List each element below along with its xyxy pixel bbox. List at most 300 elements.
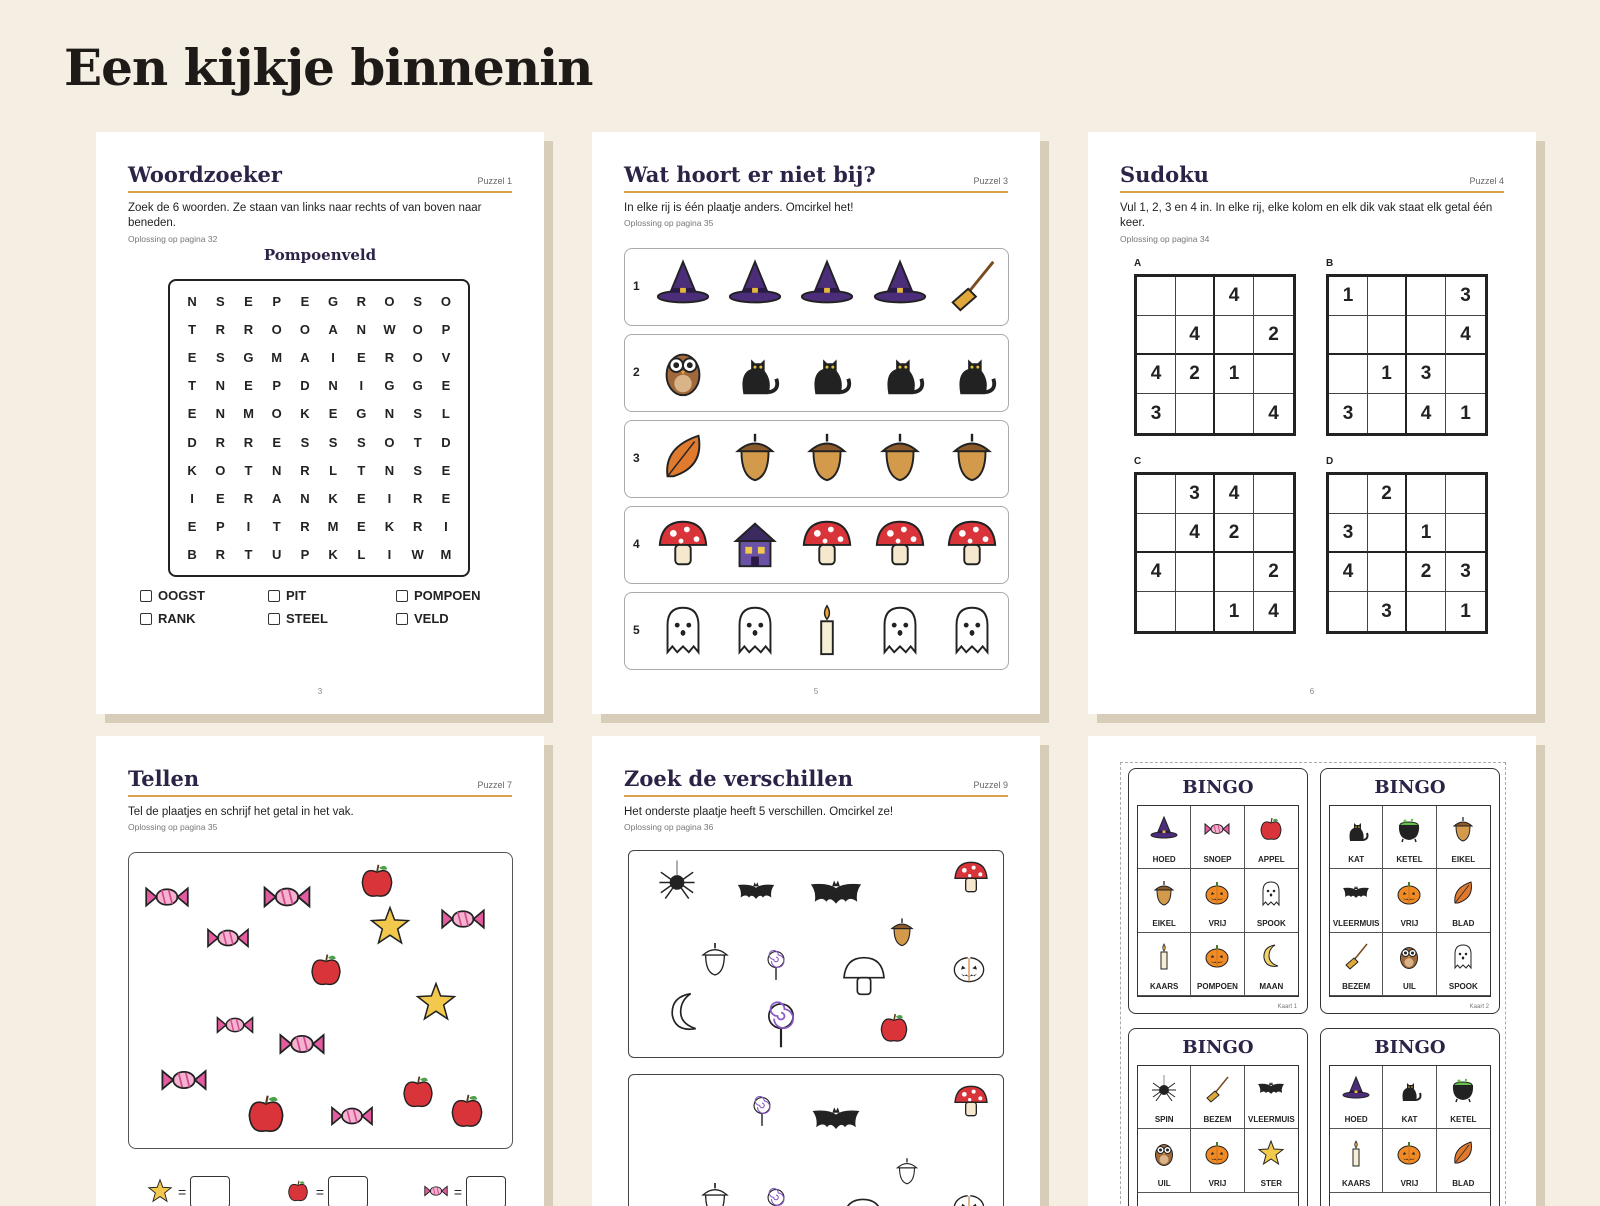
candle-icon[interactable] (798, 600, 856, 663)
apple-icon (305, 949, 347, 991)
wordsearch-letter: O (263, 400, 291, 428)
bingo-cell-label: MAAN (1259, 982, 1283, 991)
sudoku-cell: 3 (1137, 394, 1176, 433)
candy-icon (203, 913, 253, 963)
candle-icon (1341, 1138, 1371, 1179)
title-rule (128, 191, 512, 193)
leaf-icon[interactable] (654, 428, 712, 491)
wordsearch-letter: G (347, 400, 375, 428)
sudoku-cell[interactable] (1176, 277, 1215, 316)
bingo-cell[interactable] (1138, 869, 1191, 932)
sudoku-cell[interactable] (1254, 355, 1293, 394)
sudoku-cell: 1 (1329, 277, 1368, 316)
mushroom-icon[interactable] (943, 514, 1001, 577)
word-checkbox[interactable] (140, 590, 152, 602)
bingo-cell[interactable] (1383, 933, 1436, 996)
sudoku-cell: 4 (1176, 514, 1215, 553)
wordsearch-letter: S (404, 400, 432, 428)
sudoku-cell[interactable] (1407, 475, 1446, 514)
ghost-icon[interactable] (726, 600, 784, 663)
mushroom-icon[interactable] (654, 514, 712, 577)
bingo-cell-label: KETEL (1450, 1115, 1476, 1124)
odd-one-out-row (624, 420, 1009, 498)
sudoku-cell[interactable] (1368, 277, 1407, 316)
sudoku-cell[interactable] (1446, 475, 1485, 514)
wordsearch-letter: R (291, 456, 319, 484)
word-checkbox[interactable] (396, 590, 408, 602)
page-heading: Een kijkje binnenin (64, 38, 593, 97)
sudoku-cell[interactable] (1137, 475, 1176, 514)
bingo-cell[interactable] (1138, 1066, 1191, 1129)
bingo-cell[interactable] (1437, 1129, 1490, 1192)
wordsearch-letter: E (319, 400, 347, 428)
count-answer (146, 1176, 230, 1206)
word-checkbox[interactable] (268, 613, 280, 625)
wordsearch-letter: R (347, 287, 375, 315)
bingo-card (1320, 768, 1500, 1014)
wordsearch-letter: E (178, 400, 206, 428)
word-checkbox[interactable] (140, 613, 152, 625)
answer-box[interactable] (466, 1176, 506, 1206)
bingo-cell[interactable] (1138, 806, 1191, 869)
bingo-cell[interactable] (1330, 869, 1383, 932)
wordsearch-letter: A (263, 484, 291, 512)
owl-icon (1394, 941, 1424, 982)
solution-note: Oplossing op pagina 32 (128, 234, 217, 244)
wordsearch-letter: G (319, 287, 347, 315)
wordsearch-letter: K (178, 456, 206, 484)
mushroom-icon[interactable] (798, 514, 856, 577)
lollipop-icon[interactable] (745, 1093, 779, 1127)
sudoku-cell[interactable] (1215, 316, 1254, 355)
mushroom-icon[interactable] (871, 514, 929, 577)
wordsearch-letter: T (178, 315, 206, 343)
wordsearch-letter: L (319, 456, 347, 484)
broom-icon[interactable] (943, 256, 1001, 319)
preview-bingo (1088, 736, 1536, 1206)
bingo-cell-label: SPOOK (1449, 982, 1478, 991)
count-answer (422, 1176, 506, 1206)
acorn-icon[interactable] (885, 915, 919, 949)
bingo-cell[interactable] (1383, 806, 1436, 869)
wordsearch-letter: I (234, 513, 262, 541)
wordsearch-letter: S (319, 428, 347, 456)
wordsearch-letter: K (319, 541, 347, 569)
puzzle-description: In elke rij is één plaatje anders. Omcirkel het! (624, 201, 1008, 216)
answer-box[interactable] (190, 1176, 230, 1206)
sudoku-cell[interactable] (1329, 475, 1368, 514)
count-answer (284, 1176, 368, 1206)
star-icon (1256, 1138, 1286, 1179)
page-number: 6 (1088, 687, 1536, 696)
wordsearch-letter: P (206, 513, 234, 541)
sudoku-cell: 1 (1446, 394, 1485, 433)
wordsearch-letter: K (319, 484, 347, 512)
bingo-cell-label: VRIJ (1209, 1179, 1227, 1188)
sudoku-cell[interactable] (1137, 277, 1176, 316)
star-icon (367, 903, 413, 949)
bat-icon (1256, 1074, 1286, 1115)
acorn-icon[interactable] (695, 1179, 735, 1206)
wordsearch-letter: B (178, 541, 206, 569)
ghost-icon[interactable] (654, 600, 712, 663)
sudoku-cell: 3 (1368, 592, 1407, 631)
apple-icon (397, 1071, 439, 1113)
bingo-cell[interactable] (1138, 933, 1191, 996)
hat-icon[interactable] (871, 256, 929, 319)
bingo-cell[interactable] (1245, 869, 1298, 932)
bingo-cell-label: UIL (1403, 982, 1416, 991)
preview-zoek-de-verschillen (592, 736, 1040, 1206)
spider-icon[interactable] (655, 859, 699, 903)
bat-icon[interactable] (735, 871, 777, 913)
sudoku-cell: 2 (1176, 355, 1215, 394)
wordsearch-letter: E (291, 287, 319, 315)
wordsearch-letter: O (404, 343, 432, 371)
wordsearch-letter: O (263, 315, 291, 343)
sudoku-cell[interactable] (1215, 394, 1254, 433)
odd-one-out-row (624, 248, 1009, 326)
bingo-cell[interactable] (1191, 1066, 1244, 1129)
bingo-cell-label: APPEL (1258, 855, 1285, 864)
wordsearch-letter: E (432, 484, 460, 512)
leaf-icon (1448, 878, 1478, 919)
sudoku-cell[interactable] (1137, 592, 1176, 631)
puzzle-description: Tel de plaatjes en schrijf het getal in het vak. (128, 805, 512, 820)
title-rule (128, 795, 512, 797)
bingo-cell[interactable] (1383, 1066, 1436, 1129)
mushroom-icon[interactable] (951, 1081, 991, 1121)
wordsearch-letter: N (319, 372, 347, 400)
sudoku-cell: 3 (1446, 553, 1485, 592)
word-label: RANK (158, 611, 196, 626)
pumpkin-icon[interactable] (949, 1185, 989, 1206)
word-item (268, 611, 396, 626)
title-rule (624, 795, 1008, 797)
puzzle-description: Vul 1, 2, 3 en 4 in. In elke rij, elke kolom en elk dik vak staat elk getal één keer. (1120, 201, 1504, 231)
bingo-card (1128, 1028, 1308, 1206)
acorn-icon[interactable] (798, 428, 856, 491)
wordsearch-letter: E (178, 343, 206, 371)
cat-icon[interactable] (943, 342, 1001, 405)
moon-icon (1256, 941, 1286, 982)
bingo-cell-label: HOED (1153, 855, 1176, 864)
wordsearch-letter: S (291, 428, 319, 456)
bingo-cell-label: STER (1261, 1179, 1282, 1188)
hat-icon[interactable] (654, 256, 712, 319)
ghost-icon[interactable] (871, 600, 929, 663)
cat-icon[interactable] (726, 342, 784, 405)
solution-note: Oplossing op pagina 35 (128, 822, 217, 832)
wordsearch-letter: I (432, 513, 460, 541)
bingo-cell[interactable] (1191, 806, 1244, 869)
mushroom-icon[interactable] (951, 857, 991, 897)
puzzle-title: Wat hoort er niet bij? (624, 162, 876, 187)
sudoku-cell: 1 (1215, 592, 1254, 631)
bingo-cell-label: SNOEP (1203, 855, 1231, 864)
puzzle-title: Sudoku (1120, 162, 1209, 187)
preview-tellen (96, 736, 544, 1206)
sudoku-cell[interactable] (1176, 592, 1215, 631)
word-label: STEEL (286, 611, 328, 626)
puzzle-number: Puzzel 9 (973, 780, 1008, 790)
bingo-cell[interactable] (1245, 1066, 1298, 1129)
apple-icon[interactable] (875, 1009, 913, 1047)
wordsearch-letter: R (234, 428, 262, 456)
wordsearch-letter: R (291, 513, 319, 541)
wordsearch-letter: S (404, 456, 432, 484)
sudoku-cell: 2 (1368, 475, 1407, 514)
owl-icon[interactable] (654, 342, 712, 405)
bingo-cell-label: VRIJ (1401, 1179, 1419, 1188)
apple-icon (1256, 814, 1286, 855)
pumpkin-icon[interactable] (949, 947, 989, 987)
mushroom-icon[interactable] (839, 951, 889, 1001)
sudoku-cell: 4 (1215, 475, 1254, 514)
sudoku-cell[interactable] (1407, 277, 1446, 316)
word-item (268, 588, 396, 603)
acorn-icon (1448, 814, 1478, 855)
candy-icon (213, 1003, 257, 1047)
acorn-icon[interactable] (726, 428, 784, 491)
wordsearch-letter: R (206, 428, 234, 456)
row-number: 1 (633, 279, 640, 293)
hat-icon (1341, 1074, 1371, 1115)
bat-icon[interactable] (807, 865, 865, 923)
sudoku-cell: 3 (1176, 475, 1215, 514)
bingo-cell[interactable] (1245, 1129, 1298, 1192)
solution-note: Oplossing op pagina 36 (624, 822, 713, 832)
acorn-icon[interactable] (871, 428, 929, 491)
solution-note: Oplossing op pagina 34 (1120, 234, 1209, 244)
puzzle-number: Puzzel 4 (1469, 176, 1504, 186)
page-number: 3 (96, 687, 544, 696)
sudoku-cell[interactable] (1407, 592, 1446, 631)
pumpkin-icon (1394, 1138, 1424, 1179)
sudoku-cell[interactable] (1368, 394, 1407, 433)
bingo-cell[interactable] (1245, 933, 1298, 996)
bingo-cell[interactable] (1191, 933, 1244, 996)
wordsearch-letter: S (404, 287, 432, 315)
bingo-cell[interactable] (1245, 806, 1298, 869)
word-item (140, 588, 268, 603)
bingo-cell[interactable] (1437, 806, 1490, 869)
sudoku-label: A (1134, 258, 1141, 269)
lollipop-icon[interactable] (759, 1185, 793, 1206)
wordsearch-letter: M (263, 343, 291, 371)
title-rule (1120, 191, 1504, 193)
sudoku-cell[interactable] (1176, 553, 1215, 592)
wordsearch-letter: G (404, 372, 432, 400)
bingo-cell-label: HOED (1345, 1115, 1368, 1124)
wordsearch-letter: E (178, 513, 206, 541)
candy-icon (141, 871, 193, 923)
sudoku-grid (1326, 274, 1488, 436)
sudoku-cell[interactable] (1176, 394, 1215, 433)
wordsearch-letter: A (291, 343, 319, 371)
candle-icon (1149, 941, 1179, 982)
bat-icon[interactable] (809, 1093, 863, 1147)
sudoku-cell: 4 (1254, 394, 1293, 433)
ghost-icon[interactable] (943, 600, 1001, 663)
sudoku-cell[interactable] (1368, 316, 1407, 355)
page-number: 5 (592, 687, 1040, 696)
wordsearch-letter: N (291, 484, 319, 512)
sudoku-cell: 4 (1137, 553, 1176, 592)
sudoku-cell: 2 (1407, 553, 1446, 592)
sudoku-cell[interactable] (1446, 514, 1485, 553)
bingo-cell[interactable] (1437, 1066, 1490, 1129)
wordsearch-letter: R (404, 513, 432, 541)
bingo-grid (1137, 1065, 1299, 1206)
candy-icon (327, 1091, 377, 1141)
bingo-cell-label: EIKEL (1152, 919, 1176, 928)
bingo-cell[interactable] (1383, 1129, 1436, 1192)
wordsearch-letter: T (263, 513, 291, 541)
acorn-icon[interactable] (943, 428, 1001, 491)
ghost-icon (1448, 941, 1478, 982)
lollipop-icon[interactable] (759, 947, 793, 981)
sudoku-cell[interactable] (1329, 316, 1368, 355)
bingo-cell-label: VLEERMUIS (1333, 919, 1380, 928)
broom-icon (1341, 941, 1371, 982)
sudoku-cell[interactable] (1407, 316, 1446, 355)
cat-icon (1341, 814, 1371, 855)
wordsearch-letter: P (291, 541, 319, 569)
sudoku-cell[interactable] (1254, 277, 1293, 316)
wordsearch-letter: K (291, 400, 319, 428)
bingo-cell[interactable] (1330, 1129, 1383, 1192)
wordsearch-letter: O (375, 287, 403, 315)
cat-icon (1394, 1074, 1424, 1115)
acorn-icon[interactable] (695, 939, 735, 979)
bingo-cell[interactable] (1191, 869, 1244, 932)
sudoku-cell[interactable] (1215, 553, 1254, 592)
bingo-cell[interactable] (1191, 1129, 1244, 1192)
sudoku-cell: 4 (1137, 355, 1176, 394)
bingo-cell[interactable] (1437, 933, 1490, 996)
wordsearch-letter: T (404, 428, 432, 456)
sudoku-cell[interactable] (1368, 553, 1407, 592)
cat-icon[interactable] (798, 342, 856, 405)
word-label: POMPOEN (414, 588, 480, 603)
star-icon (146, 1177, 174, 1206)
sudoku-cell: 2 (1254, 553, 1293, 592)
word-checkbox[interactable] (396, 613, 408, 625)
counting-picture (128, 852, 513, 1149)
bingo-cell[interactable] (1330, 1066, 1383, 1129)
word-label: VELD (414, 611, 449, 626)
wordsearch-letter: P (432, 315, 460, 343)
word-item (396, 588, 524, 603)
wordsearch-letter: V (432, 343, 460, 371)
sudoku-label: D (1326, 456, 1333, 467)
apple-icon (284, 1177, 312, 1206)
odd-one-out-row (624, 334, 1009, 412)
preview-wat-hoort-er-niet-bij (592, 132, 1040, 714)
bingo-cell[interactable] (1330, 806, 1383, 869)
puzzle-number: Puzzel 1 (477, 176, 512, 186)
bingo-cell-label: KAARS (1342, 1179, 1370, 1188)
bingo-cell[interactable] (1138, 1129, 1191, 1192)
sudoku-cell: 2 (1254, 316, 1293, 355)
hat-icon (1149, 814, 1179, 855)
bingo-cell-label: UIL (1158, 1179, 1171, 1188)
bingo-cell[interactable] (1330, 933, 1383, 996)
bingo-cell-label: POMPOEN (1197, 982, 1238, 991)
puzzle-number: Puzzel 7 (477, 780, 512, 790)
wordsearch-grid (168, 279, 470, 577)
moon-icon[interactable] (659, 987, 709, 1037)
sudoku-cell[interactable] (1329, 592, 1368, 631)
cat-icon[interactable] (871, 342, 929, 405)
hat-icon[interactable] (798, 256, 856, 319)
hat-icon[interactable] (726, 256, 784, 319)
sudoku-cell[interactable] (1137, 316, 1176, 355)
puzzle-description: Het onderste plaatje heeft 5 verschillen. Omcirkel ze! (624, 805, 1008, 820)
sudoku-cell[interactable] (1446, 355, 1485, 394)
sudoku-cell[interactable] (1329, 355, 1368, 394)
wordsearch-letter: L (347, 541, 375, 569)
acorn-icon[interactable] (891, 1155, 923, 1187)
wordsearch-letter: I (375, 541, 403, 569)
bingo-cell-label: BEZEM (1342, 982, 1370, 991)
lollipop-icon[interactable] (755, 997, 807, 1049)
wordsearch-letter: U (263, 541, 291, 569)
house-icon[interactable] (726, 514, 784, 577)
apple-icon (355, 859, 399, 903)
difference-picture-bottom (628, 1074, 1004, 1206)
apple-icon (445, 1089, 489, 1133)
wordsearch-letter: R (234, 484, 262, 512)
sudoku-cell[interactable] (1254, 514, 1293, 553)
candy-icon (157, 1053, 211, 1107)
bingo-cell[interactable] (1437, 869, 1490, 932)
answer-box[interactable] (328, 1176, 368, 1206)
sudoku-cell: 4 (1407, 394, 1446, 433)
word-checkbox[interactable] (268, 590, 280, 602)
row-number: 4 (633, 537, 640, 551)
bingo-cell-label: KETEL (1396, 855, 1422, 864)
wordsearch-letter: O (206, 456, 234, 484)
pumpkin-icon (1202, 878, 1232, 919)
sudoku-cell: 1 (1446, 592, 1485, 631)
wordsearch-letter: S (347, 428, 375, 456)
sudoku-cell: 3 (1329, 514, 1368, 553)
bingo-cell-label: BEZEM (1203, 1115, 1231, 1124)
card-number: Kaart 2 (1470, 1004, 1489, 1010)
bingo-cell-label: BLAD (1452, 1179, 1474, 1188)
sudoku-grid (1134, 472, 1296, 634)
broom-icon (1202, 1074, 1232, 1115)
wordsearch-letter: M (234, 400, 262, 428)
sudoku-cell[interactable] (1137, 514, 1176, 553)
wordsearch-letter: I (375, 484, 403, 512)
sudoku-cell: 1 (1215, 355, 1254, 394)
cauldron-icon (1394, 814, 1424, 855)
wordsearch-letter: E (206, 484, 234, 512)
wordsearch-letter: G (375, 372, 403, 400)
bingo-cell[interactable] (1383, 869, 1436, 932)
star-icon (413, 979, 459, 1025)
wordsearch-letter: N (206, 400, 234, 428)
wordsearch-letter: E (347, 513, 375, 541)
bingo-cell-label: SPOOK (1257, 919, 1286, 928)
card-number: Kaart 1 (1278, 1004, 1297, 1010)
candy-icon (1202, 814, 1232, 855)
sudoku-cell[interactable] (1368, 514, 1407, 553)
sudoku-cell[interactable] (1254, 475, 1293, 514)
